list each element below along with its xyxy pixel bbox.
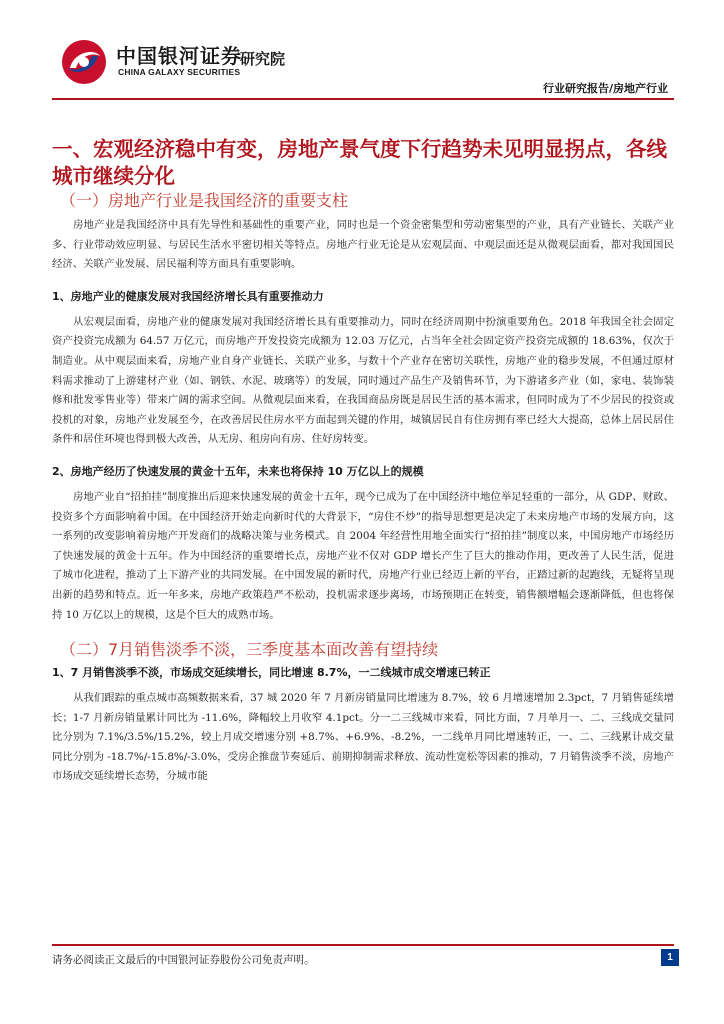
- subsection-heading-2-1: 1、7 月销售淡季不淡，市场成交延续增长，同比增速 8.7%，一二线城市成交增速已转正: [52, 666, 491, 680]
- page-number-badge: 1: [661, 949, 679, 966]
- subsection-heading-1-1: 1、房地产业的健康发展对我国经济增长具有重要推动力: [52, 289, 324, 303]
- subsection-2-1-paragraph: 从我们跟踪的重点城市高频数据来看，37 城 2020 年 7 月新房销量同比增速为 8.7%，较 6 月增速增加 2.3pct，7 月销售延续增长；1-7 月新房销量累计同比为 -11.6%，降幅较上月收窄 4.1pct。分一二三线城市来看，同比方面，7 月单月一、二、三线成交量同比分别为 7.1%/3.5%/15.2%，较上月成交增速分别 +8.7%、+6.9%、-8.2%，一二线单月同比增速转正，一、二、三线累计成交量同比分别为 -18.7%/-15.8%/-3.0%，受房企推盘节奏延后、前期抑制需求释放、流动性宽松等因素的推动，7 月销售淡季不淡，房地产市场成交延续增长态势，分城市能: [52, 692, 674, 783]
- galaxy-logo-icon: [60, 38, 108, 86]
- header-divider: [52, 98, 674, 100]
- research-institute-label: 研究院: [240, 50, 286, 68]
- document-body: [52, 130, 674, 787]
- subsection-heading-1-2: 2、房地产经历了快速发展的黄金十五年，未来也将保持 10 万亿以上的规模: [52, 464, 424, 478]
- subsection-1-1-paragraph: 从宏观层面看，房地产业的健康发展对我国经济增长具有重要推动力，同时在经济周期中扮演重要角色。2018 年我国全社会固定资产投资完成额为 64.57 万亿元，而房地产开发投资完成额为 12.03 万亿元，占当年全社会固定资产投资完成额的 18.63%，仅次于制造业。从中观层面来看，房地产业自身产业链长、关联产业多，与数十个产业存在密切关联性，房地产业的稳步发展，不但通过原材料需求推动了上游建材产业（如、钢铁、水泥、玻璃等）的发展，同时通过产品生产及销售环节，为下游诸多产业（如，家电、装饰装修和批发零售业等）带来广阔的需求空间。从微观层面来看，在我国商品房既是居民生活的基本需求，但同时成为了不少居民的投资或投机的对象，房地产业发展至今，在改善居民住房水平方面起到关键的作用，城镇居民自有住房拥有率已经大大提高，总体上居民居住条件和居住环境也得到极大改善，从无房、租房向有房、住好房转变。: [52, 315, 674, 446]
- subsection-1-2-paragraph: 房地产业自“招拍挂”制度推出后迎来快速发展的黄金十五年，现今已成为了在中国经济中地位举足轻重的一部分，从 GDP、财政、投资多个方面影响着中国。在中国经济开始走向新时代的大背景下，“房住不炒”的指导思想更是决定了未来房地产市场的发展方向，这一系列的改变影响着房地产开发商们的战略决策与业务模式。自 2004 年经营性用地全面实行“招拍挂”制度以来，中国房地产市场经历了快速发展的黄金十五年。作为中国经济的重要增长点，房地产业不仅对 GDP 增长产生了巨大的推动作用，更改善了人民生活，促进了城市化进程，推动了上下游产业的共同发展。在中国发展的新时代，房地产行业已经迈上新的平台，正踏过新的起跑线，无疑将呈现出新的趋势和特点。近一年多来，房地产政策趋严不松动，投机需求逐步离场，市场预期正在转变，销售额增幅会逐渐降低，但也将保持 10 万亿以上的规模，这是个巨大的成熟市场。: [52, 490, 674, 621]
- company-name-en: CHINA GALAXY SECURITIES: [118, 67, 241, 77]
- chapter-title: 一、宏观经济稳中有变，房地产景气度下行趋势未见明显拐点，各线城市继续分化: [52, 137, 667, 188]
- section-1-intro-paragraph: 房地产业是我国经济中具有先导性和基础性的重要产业，同时也是一个资金密集型和劳动密集型的产业，具有产业链长、关联产业多、行业带动效应明显、与居民生活水平密切相关等特点。房地产行业无论是从宏观层面、中观层面还是从微观层面看，都对我国国民经济、关联产业发展、居民福利等方面具有重要影响。: [52, 219, 674, 271]
- disclaimer-note: 请务必阅读正文最后的中国银河证券股份公司免责声明。: [52, 954, 315, 966]
- footer-divider: [52, 944, 674, 946]
- report-type-label: 行业研究报告/房地产行业: [542, 82, 668, 95]
- section-heading-1: （一）房地产行业是我国经济的重要支柱: [60, 191, 349, 210]
- company-name-cn: 中国银河证券: [116, 44, 242, 68]
- page-header: [0, 0, 724, 100]
- section-heading-2: （二）7月销售淡季不淡，三季度基本面改善有望持续: [60, 640, 439, 660]
